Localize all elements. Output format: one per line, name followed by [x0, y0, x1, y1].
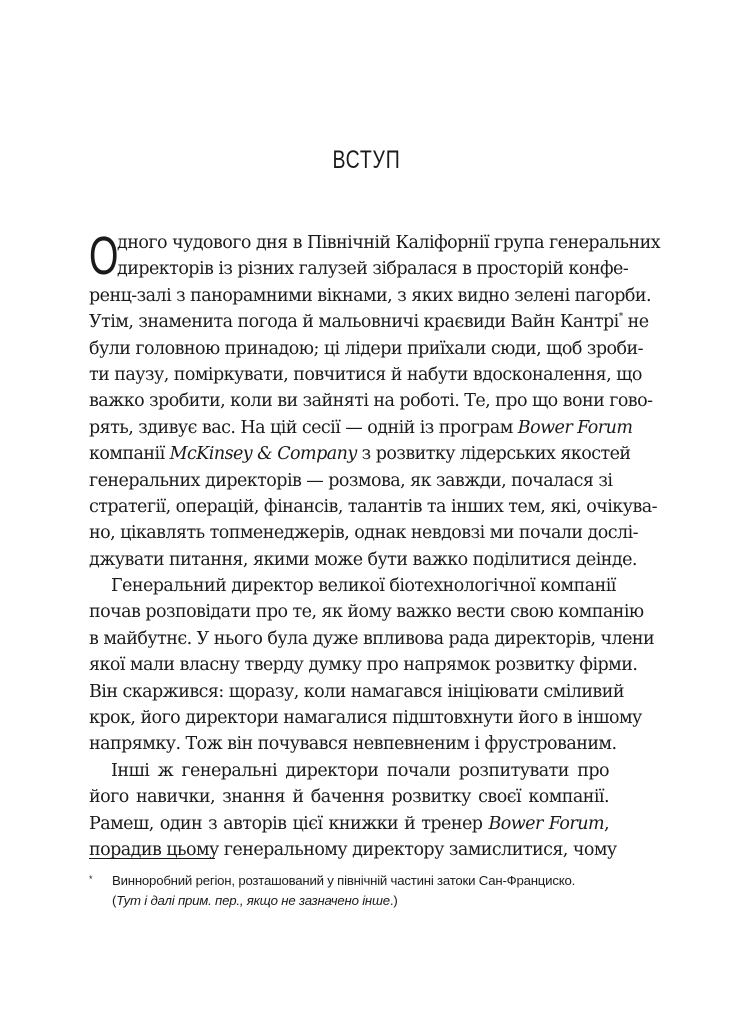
text-line	[89, 283, 651, 309]
text-run: .)	[389, 893, 398, 908]
text-run: не	[622, 312, 649, 333]
text-line	[89, 494, 657, 520]
text-run: ти паузу, поміркувати, повчитися й набути вдосконалення, що	[89, 364, 642, 385]
text-line	[89, 441, 631, 467]
italic-run: McKinsey & Company	[169, 444, 357, 465]
text-run: ренц-залі з панорамними вікнами, з яких видно зелені пагорби.	[89, 285, 651, 306]
text-run: директорів із різних галузей зібралася в просторій конфе-	[117, 259, 629, 280]
text-line	[89, 599, 644, 625]
text-run: важко зробити, коли ви зайняті на роботі. Те, про що вони гово-	[89, 391, 653, 412]
text-run: (	[112, 893, 117, 908]
text-line	[89, 256, 629, 282]
text-line	[89, 415, 633, 441]
footnote-mark: *	[89, 874, 93, 884]
text-run: напрямку. Тож він почувався невпевненим і фрустрованим.	[89, 734, 617, 755]
text-run: стратегії, операцій, фінансів, талантів та інших тем, які, очікува-	[89, 496, 657, 517]
paragraph-2	[89, 573, 655, 758]
text-run: почав розповідати про те, як йому важко вести свою компанію	[89, 602, 644, 623]
text-run: Генеральний директор великої біотехнологічної компанії	[111, 576, 616, 597]
body-text	[89, 226, 661, 863]
footnote-line: Винноробний регіон, розташований у північній частині затоки Сан-Франциско.	[112, 873, 576, 888]
text-line	[89, 547, 637, 573]
text-run: генеральних директорів — розмова, як завжди, почалася зі	[89, 470, 613, 491]
text-line	[89, 336, 643, 362]
footnote-body	[112, 871, 614, 911]
text-line	[89, 362, 642, 388]
text-line	[89, 520, 638, 546]
italic-run: Тут і далі прим. пер., якщо не зазначено інше	[116, 893, 390, 908]
chapter-title: ВСТУП	[332, 146, 401, 174]
footnote-line	[112, 891, 614, 911]
text-run: були головною принадою; ці лідери приїхали сюди, щоб зроби-	[89, 338, 643, 359]
text-run: з розвитку лідерських якостей	[356, 444, 631, 465]
text-run: Він скаржився: щоразу, коли намагався ініціювати сміливий	[89, 681, 624, 702]
text-line	[89, 573, 616, 599]
text-run: крок, його директори намагалися підштовхнути його в іншому	[89, 708, 642, 729]
text-line	[89, 309, 649, 335]
drop-cap: О	[89, 226, 119, 286]
text-line	[89, 705, 642, 731]
text-line	[89, 731, 617, 757]
text-line	[89, 679, 624, 705]
text-line	[89, 468, 613, 494]
italic-run: Bower Forum	[488, 813, 604, 834]
text-line	[89, 784, 609, 810]
text-run: Інші ж генеральні директори почали розпитувати про	[111, 760, 609, 781]
text-run: джувати питання, якими може бути важко поділитися деінде.	[89, 549, 637, 570]
text-run: Утім, знаменита погода й мальовничі краєвиди Вайн Кантрі	[89, 312, 619, 333]
footnote-reference: *	[618, 312, 623, 323]
text-run: компанії	[89, 444, 170, 465]
text-line	[89, 626, 655, 652]
text-run: Рамеш, один з авторів цієї книжки й тренер	[89, 813, 489, 834]
text-line	[89, 230, 661, 256]
text-line	[89, 811, 609, 837]
text-run: ,	[604, 813, 610, 834]
paragraph-1	[89, 226, 661, 573]
footnote-divider	[89, 858, 215, 859]
text-line	[89, 837, 617, 863]
footnote	[89, 871, 614, 911]
text-run: в майбутнє. У нього була дуже впливова рада директорів, члени	[89, 628, 655, 649]
text-run: порадив цьому генеральному директору замислитися, чому	[89, 839, 617, 860]
text-run: дного чудового дня в Північній Каліфорнії група генеральних	[117, 233, 661, 253]
text-line	[89, 388, 653, 414]
text-line	[89, 758, 609, 784]
text-run: рять, здивує вас. На цій сесії — одній із програм	[89, 417, 518, 438]
text-run: його навички, знання й бачення розвитку своєї компанії.	[89, 787, 609, 808]
italic-run: Bower Forum	[517, 417, 633, 438]
text-line	[89, 652, 638, 678]
paragraph-3	[89, 758, 617, 864]
text-run: но, цікавлять топменеджерів, однак невдовзі ми почали дослі-	[89, 523, 638, 544]
text-run: якої мали власну тверду думку про напрямок розвитку фірми.	[89, 655, 638, 676]
